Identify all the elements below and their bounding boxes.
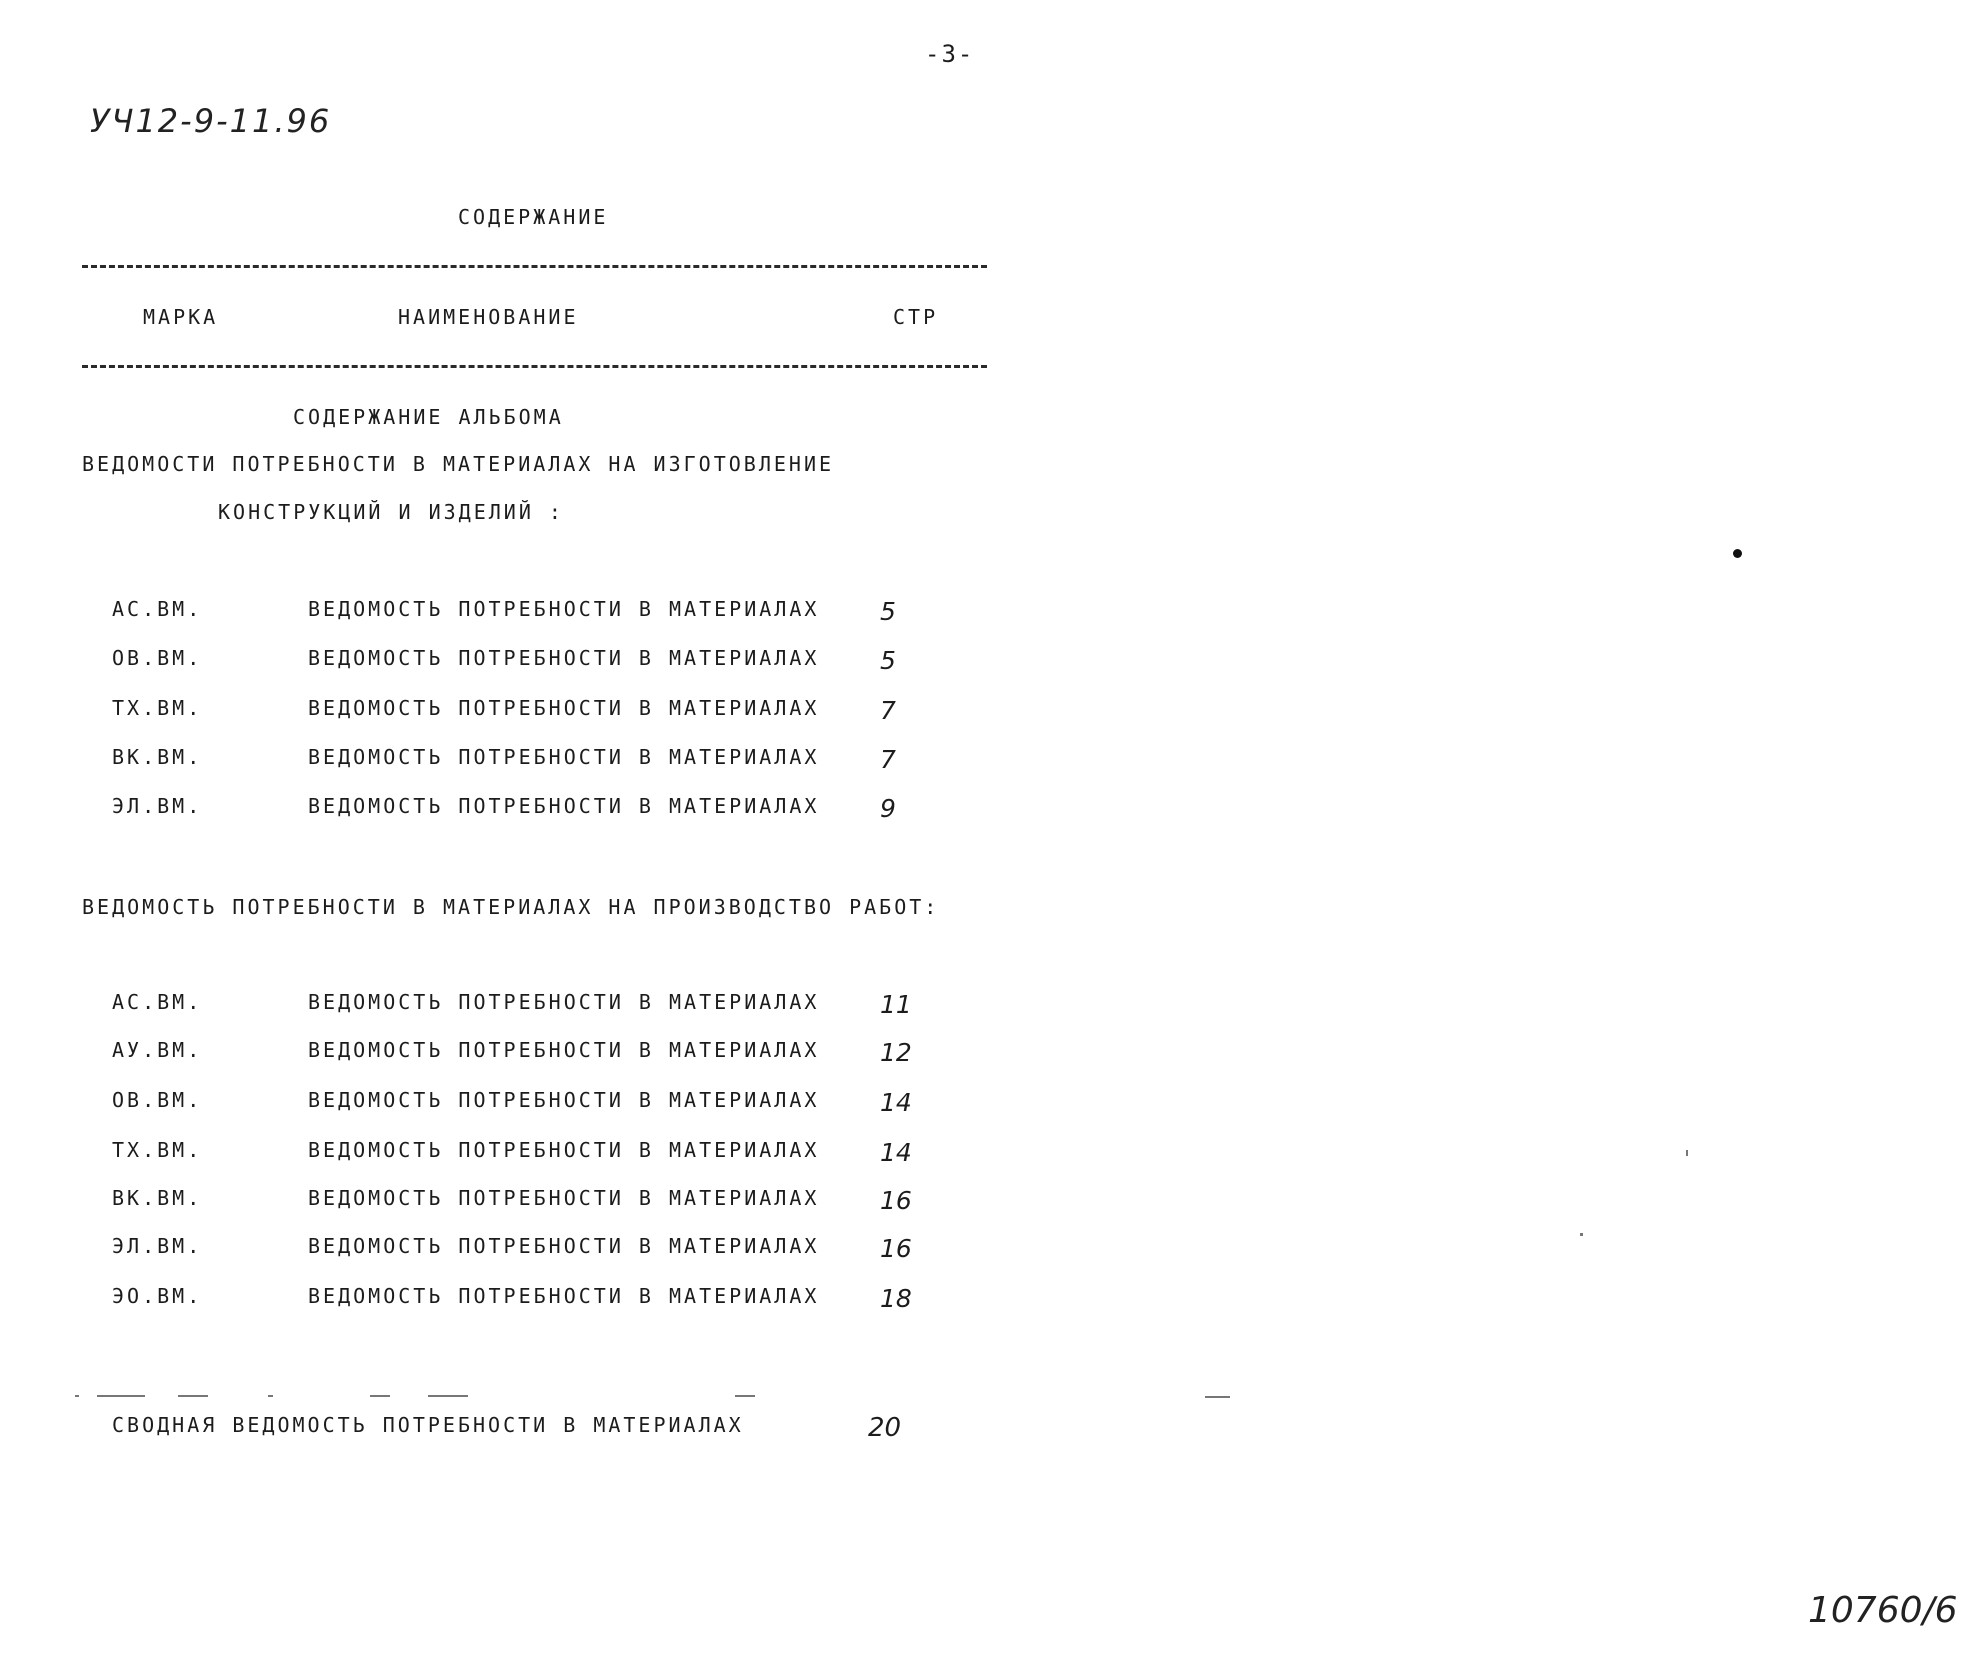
column-header-page: СТР [893, 305, 939, 329]
row-page: 14 [880, 1138, 912, 1167]
list-item [0, 1234, 1000, 1264]
row-name: ВЕДОМОСТЬ ПОТРЕБНОСТИ В МАТЕРИАЛАХ [308, 646, 820, 670]
row-name: ВЕДОМОСТЬ ПОТРЕБНОСТИ В МАТЕРИАЛАХ [308, 745, 820, 769]
list-item [0, 794, 1000, 824]
row-page: 7 [880, 745, 896, 774]
row-mark: ТХ.ВМ. [112, 696, 203, 720]
list-item [0, 990, 1000, 1020]
list-item [0, 696, 1000, 726]
scan-speck [1580, 1233, 1583, 1236]
scan-speck [1733, 549, 1742, 558]
list-item [0, 1038, 1000, 1068]
row-name: ВЕДОМОСТЬ ПОТРЕБНОСТИ В МАТЕРИАЛАХ [308, 597, 820, 621]
row-mark: ЭЛ.ВМ. [112, 1234, 203, 1258]
summary-page: 20 [868, 1413, 902, 1443]
row-mark: ОВ.ВМ. [112, 1088, 203, 1112]
album-heading: СОДЕРЖАНИЕ АЛЬБОМА [293, 405, 564, 429]
list-item [0, 1186, 1000, 1216]
row-page: 5 [880, 597, 896, 626]
column-header-mark: МАРКА [143, 305, 219, 329]
row-mark: ВК.ВМ. [112, 745, 203, 769]
list-item [0, 597, 1000, 627]
row-name: ВЕДОМОСТЬ ПОТРЕБНОСТИ В МАТЕРИАЛАХ [308, 1138, 820, 1162]
row-name: ВЕДОМОСТЬ ПОТРЕБНОСТИ В МАТЕРИАЛАХ [308, 1284, 820, 1308]
section2-heading: ВЕДОМОСТЬ ПОТРЕБНОСТИ В МАТЕРИАЛАХ НА ПРОИЗВОДСТВО РАБОТ: [82, 895, 940, 919]
list-item [0, 745, 1000, 775]
list-item [0, 646, 1000, 676]
row-name: ВЕДОМОСТЬ ПОТРЕБНОСТИ В МАТЕРИАЛАХ [308, 990, 820, 1014]
archive-number: 10760/6 [1808, 1590, 1958, 1631]
section1-heading-line1: ВЕДОМОСТИ ПОТРЕБНОСТИ В МАТЕРИАЛАХ НА ИЗГОТОВЛЕНИЕ [82, 452, 835, 476]
column-header-name: НАИМЕНОВАНИЕ [398, 305, 579, 329]
row-name: ВЕДОМОСТЬ ПОТРЕБНОСТИ В МАТЕРИАЛАХ [308, 1186, 820, 1210]
row-page: 9 [880, 794, 896, 823]
row-page: 7 [880, 696, 896, 725]
row-mark: ЭЛ.ВМ. [112, 794, 203, 818]
row-page: 18 [880, 1284, 912, 1313]
row-mark: ЭО.ВМ. [112, 1284, 203, 1308]
row-name: ВЕДОМОСТЬ ПОТРЕБНОСТИ В МАТЕРИАЛАХ [308, 1088, 820, 1112]
header-top-rule [82, 265, 987, 268]
row-mark: ТХ.ВМ. [112, 1138, 203, 1162]
row-mark: АУ.ВМ. [112, 1038, 203, 1062]
row-name: ВЕДОМОСТЬ ПОТРЕБНОСТИ В МАТЕРИАЛАХ [308, 1234, 820, 1258]
row-mark: АС.ВМ. [112, 990, 203, 1014]
header-bottom-rule [82, 365, 987, 368]
row-name: ВЕДОМОСТЬ ПОТРЕБНОСТИ В МАТЕРИАЛАХ [308, 794, 820, 818]
row-page: 16 [880, 1186, 912, 1215]
row-mark: ОВ.ВМ. [112, 646, 203, 670]
scan-speck [1686, 1150, 1688, 1156]
row-name: ВЕДОМОСТЬ ПОТРЕБНОСТИ В МАТЕРИАЛАХ [308, 1038, 820, 1062]
row-mark: ВК.ВМ. [112, 1186, 203, 1210]
page-title: СОДЕРЖАНИЕ [458, 205, 609, 229]
list-item [0, 1138, 1000, 1168]
row-mark: АС.ВМ. [112, 597, 203, 621]
list-item [0, 1284, 1000, 1314]
document-code: УЧ12-9-11.96 [90, 102, 332, 140]
section1-heading-line2: КОНСТРУКЦИЙ И ИЗДЕЛИЙ : [218, 500, 564, 524]
summary-row [0, 1413, 1000, 1443]
row-page: 14 [880, 1088, 912, 1117]
page-number: -3- [925, 40, 975, 68]
row-page: 11 [880, 990, 912, 1019]
row-page: 12 [880, 1038, 912, 1067]
row-page: 16 [880, 1234, 912, 1263]
row-page: 5 [880, 646, 896, 675]
summary-name: СВОДНАЯ ВЕДОМОСТЬ ПОТРЕБНОСТИ В МАТЕРИАЛАХ [112, 1413, 744, 1437]
list-item [0, 1088, 1000, 1118]
row-name: ВЕДОМОСТЬ ПОТРЕБНОСТИ В МАТЕРИАЛАХ [308, 696, 820, 720]
